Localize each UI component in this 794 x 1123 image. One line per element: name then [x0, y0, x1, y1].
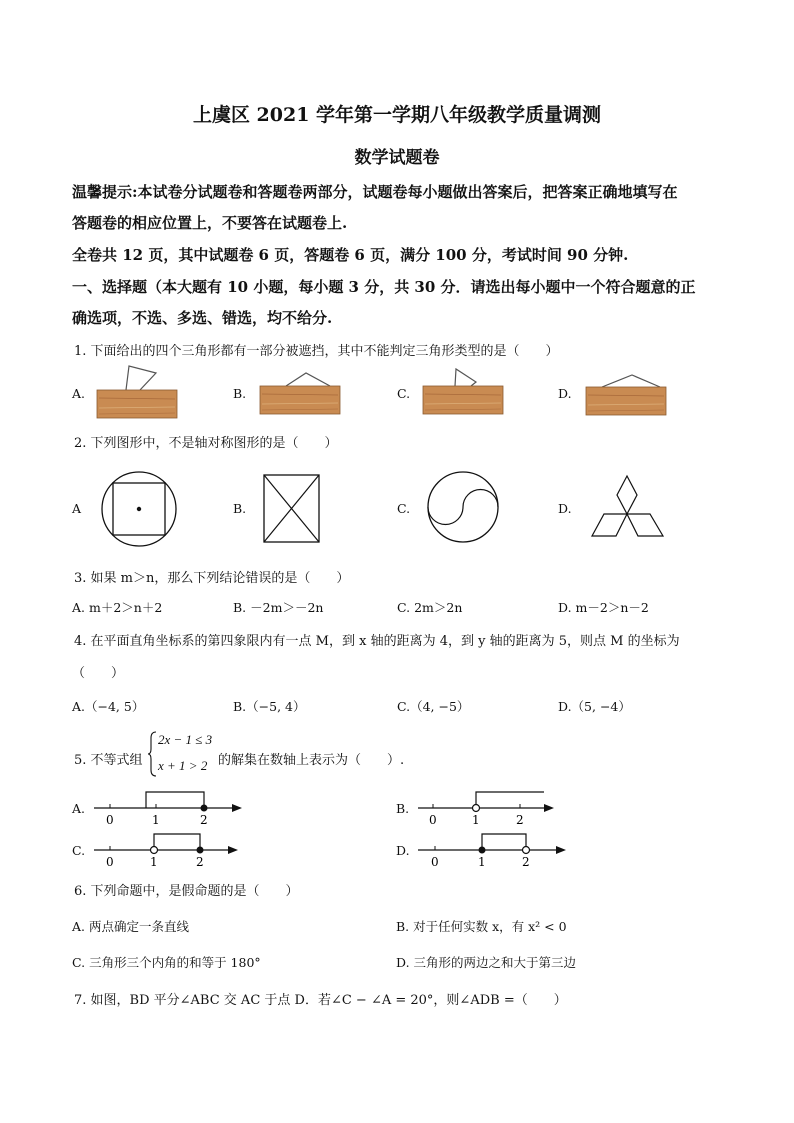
- q1-figure-b: [258, 368, 343, 418]
- q5-prefix: 5. 不等式组: [74, 753, 143, 768]
- q5-label-b: B.: [396, 801, 410, 816]
- q5-numberline-b: [418, 786, 568, 830]
- exam-subtitle: 数学试题卷: [354, 148, 440, 168]
- q7-text: 7. 如图，BD 平分∠ABC 交 AC 于点 D．若∠C − ∠A = 20°，则∠ADB =（ ）: [74, 993, 567, 1008]
- triangle-edges: [126, 366, 156, 390]
- q4-option-a: A.（−4, 5）: [72, 699, 145, 714]
- q4-line-1: 4. 在平面直角坐标系的第四象限内有一点 M，到 x 轴的距离为 4，到 y 轴的距离为 5，则点 M 的坐标为: [74, 634, 680, 649]
- q1-figure-a: [95, 364, 180, 420]
- q1-label-b: B.: [233, 386, 247, 401]
- q6-option-c: C. 三角形三个内角的和等于 180°: [72, 955, 261, 970]
- notice-line-2: 答题卷的相应位置上，不要答在试题卷上.: [72, 214, 348, 232]
- q6-option-a: A. 两点确定一条直线: [72, 919, 189, 934]
- q3-option-b: B. －2m＞－2n: [233, 600, 324, 615]
- section1-line-2: 确选项，不选、多选、错选，均不给分.: [72, 309, 333, 327]
- q3-text: 3. 如果 m＞n，那么下列结论错误的是（ ）: [74, 571, 350, 586]
- q1-figure-d: [584, 371, 669, 419]
- q2-label-d: D.: [558, 501, 572, 516]
- q2-text: 2. 下列图形中，不是轴对称图形的是（ ）: [74, 436, 338, 451]
- tick-1: 1: [152, 813, 160, 827]
- q6-option-b: B. 对于任何实数 x，有 x² < 0: [396, 919, 567, 934]
- q4-option-d: D.（5, −4）: [558, 699, 631, 714]
- triangle-edges: [602, 375, 660, 387]
- q1-label-a: A.: [72, 386, 86, 401]
- tick-0: 0: [106, 813, 114, 827]
- q2-figure-d: [590, 474, 666, 542]
- q3-option-d: D. m－2＞n－2: [558, 600, 649, 615]
- q5-suffix: 的解集在数轴上表示为（ ）.: [218, 753, 405, 768]
- q3-option-c: C. 2m＞2n: [397, 600, 463, 615]
- exam-title: 上虞区 2021 学年第一学期八年级教学质量调测: [192, 104, 602, 126]
- q6-text: 6. 下列命题中，是假命题的是（ ）: [74, 884, 299, 899]
- tick-1: 1: [478, 855, 486, 869]
- tick-0: 0: [431, 855, 439, 869]
- tick-2: 2: [200, 813, 208, 827]
- q2-figure-c: [426, 470, 502, 546]
- notice-line-3: 全卷共 12 页，其中试题卷 6 页，答题卷 6 页，满分 100 分，考试时间 90 分钟.: [72, 246, 629, 264]
- q2-figure-b: [263, 474, 321, 544]
- q2-label-b: B.: [233, 501, 247, 516]
- q2-label-c: C.: [397, 501, 411, 516]
- q5-numberline-c: [94, 828, 244, 872]
- q5-label-a: A.: [72, 801, 86, 816]
- q5-inequality-1: 2x − 1 ≤ 3: [158, 732, 213, 747]
- section1-line-1: 一、选择题（本大题有 10 小题，每小题 3 分，共 30 分．请选出每小题中一个符合题意的正: [72, 278, 696, 296]
- q1-label-c: C.: [397, 386, 411, 401]
- q2-label-a: A: [72, 501, 82, 516]
- tick-2: 2: [196, 855, 204, 869]
- q1-figure-c: [421, 366, 506, 418]
- notice-line-1: 温馨提示:本试卷分试题卷和答题卷两部分，试题卷每小题做出答案后，把答案正确地填写在: [72, 183, 678, 201]
- tick-2: 2: [522, 855, 530, 869]
- tick-1: 1: [150, 855, 158, 869]
- tick-2: 2: [516, 813, 524, 827]
- q5-numberline-a: [94, 786, 244, 830]
- q4-option-c: C.（4, −5）: [397, 699, 470, 714]
- q3-option-a: A. m＋2＞n＋2: [72, 600, 163, 615]
- q4-option-b: B.（−5, 4）: [233, 699, 306, 714]
- tick-0: 0: [106, 855, 114, 869]
- tick-0: 0: [429, 813, 437, 827]
- q6-option-d: D. 三角形的两边之和大于第三边: [396, 955, 577, 970]
- q5-numberline-d: [418, 828, 578, 872]
- q4-line-2: （ ）: [72, 666, 125, 681]
- q2-figure-a: [100, 470, 180, 550]
- tick-1: 1: [472, 813, 480, 827]
- q5-brace: [148, 730, 158, 778]
- triangle-edges: [286, 373, 330, 386]
- q1-text: 1. 下面给出的四个三角形都有一部分被遮挡，其中不能判定三角形类型的是（ ）: [74, 344, 559, 359]
- q5-label-c: C.: [72, 843, 86, 858]
- q1-label-d: D.: [558, 386, 572, 401]
- q5-inequality-2: x + 1 > 2: [158, 758, 208, 773]
- q5-label-d: D.: [396, 843, 410, 858]
- triangle-edges: [455, 369, 476, 386]
